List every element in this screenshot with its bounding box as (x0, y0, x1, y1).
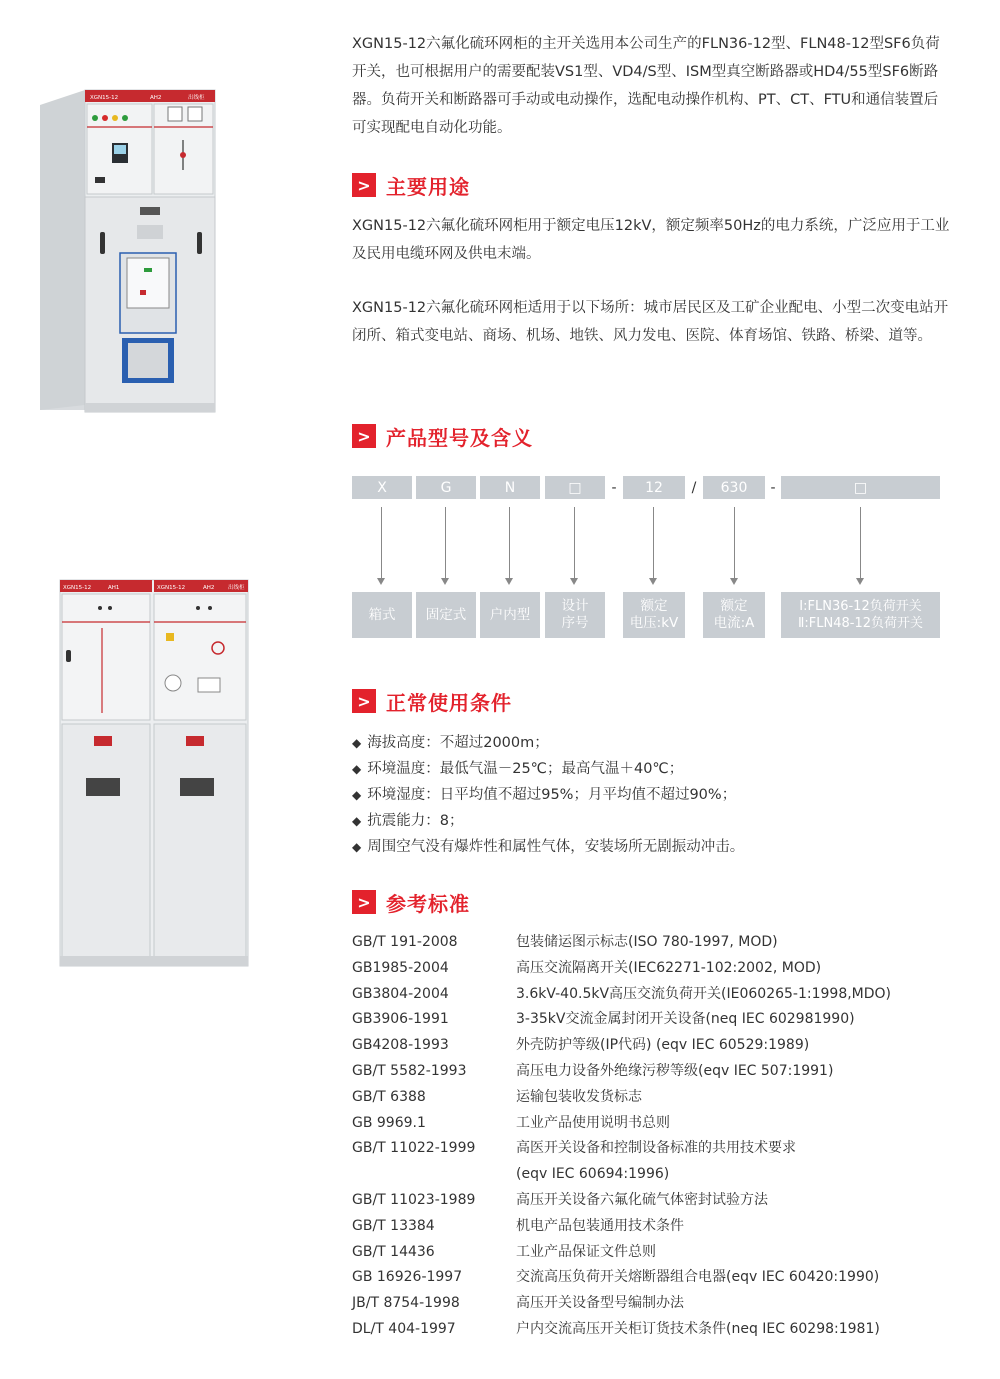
usage-paragraph-2: XGN15-12六氟化硫环网柜适用于以下场所：城市居民区及工矿企业配电、小型二次变电站开闭所、箱式变电站、商场、机场、地铁、风力发电、医院、体育场馆、铁路、桥梁、道等。 (352, 300, 949, 344)
arrow-down-icon (649, 578, 657, 585)
standard-desc: 交流高压负荷开关熔断器组合电器(eqv IEC 60420:1990) (516, 1269, 880, 1286)
model-label-fixed: 固定式 (416, 592, 476, 638)
model-separator-1: - (611, 479, 617, 496)
table-row (352, 982, 952, 1008)
cabinet-illustration (40, 85, 220, 415)
list-item (352, 756, 952, 782)
table-row (352, 1162, 952, 1188)
table-row (352, 1265, 952, 1291)
section-title-model (352, 423, 533, 449)
model-label-box-type: 箱式 (352, 592, 412, 638)
section-title-usage (352, 172, 470, 198)
table-row (352, 1291, 952, 1317)
arrow-down-icon (730, 578, 738, 585)
section-title-standards (352, 889, 470, 915)
standard-code: GB 16926-1997 (352, 1269, 463, 1286)
standard-code (352, 1162, 516, 1188)
model-box-switch-type: □ (781, 476, 940, 499)
standard-code: GB/T 191-2008 (352, 934, 458, 950)
list-item (352, 730, 952, 756)
table-row (352, 956, 952, 982)
condition-text: 抗震能力：8； (367, 813, 464, 829)
model-label-switch-type: Ⅰ:FLN36-12负荷开关 Ⅱ:FLN48-12负荷开关 (781, 592, 940, 638)
chevron-right-icon: > (352, 424, 376, 448)
diamond-bullet-icon: ◆ (352, 814, 362, 828)
standard-code: GB1985-2004 (352, 959, 449, 976)
condition-text: 环境温度：最低气温－25℃；最高气温＋40℃； (367, 761, 684, 777)
cabinet1-label-left: XGN15-12 (90, 95, 119, 101)
arrow-line-5 (653, 507, 654, 579)
standard-code: GB/T 13384 (352, 1217, 435, 1234)
model-box-x: X (352, 476, 412, 499)
condition-text: 周围空气没有爆炸性和属性气体，安装场所无剧振动冲击。 (367, 839, 745, 855)
standard-desc: 高压开关设备六氟化硫气体密封试验方法 (516, 1191, 768, 1208)
standard-desc: 运输包装收发货标志 (516, 1088, 642, 1105)
arrow-line-3 (509, 507, 510, 579)
standard-desc: 高压电力设备外绝缘污秽等级(eqv IEC 507:1991) (516, 1062, 834, 1079)
usage-paragraph-1: XGN15-12六氟化硫环网柜用于额定电压12kV，额定频率50Hz的电力系统，广泛应用于工业及民用电缆环网及供电末端。 (352, 218, 950, 262)
cabinet-double-illustration (58, 578, 250, 970)
standard-desc: (eqv IEC 60694:1996) (516, 1166, 670, 1183)
model-box-n: N (480, 476, 540, 499)
chevron-right-icon: > (352, 173, 376, 197)
arrow-line-7 (860, 507, 861, 579)
arrow-line-4 (574, 507, 575, 579)
arrow-down-icon (377, 578, 385, 585)
standard-desc: 机电产品包装通用技术条件 (516, 1217, 684, 1234)
table-row (352, 1188, 952, 1214)
condition-text: 海拔高度：不超过2000m； (367, 735, 549, 751)
cabinet2-left-label-a: XGN15-12 (63, 585, 92, 591)
standard-desc: 户内交流高压开关柜订货技术条件(neq IEC 60298:1981) (516, 1320, 880, 1337)
standards-table (352, 930, 952, 1343)
arrow-line-1 (381, 507, 382, 579)
list-item (352, 782, 952, 808)
conditions-list (352, 730, 952, 860)
standard-desc: 3-35kV交流金属封闭开关设备(neq IEC 602981990) (516, 1011, 855, 1028)
diamond-bullet-icon: ◆ (352, 762, 362, 776)
standard-desc: 高医开关设备和控制设备标准的共用技术要求 (516, 1140, 796, 1157)
standard-desc: 高压开关设备型号编制办法 (516, 1295, 684, 1312)
table-row (352, 1111, 952, 1137)
diamond-bullet-icon: ◆ (352, 788, 362, 802)
model-label-voltage: 额定 电压:kV (623, 592, 685, 638)
standard-code: GB3906-1991 (352, 1011, 449, 1028)
standard-code: JB/T 8754-1998 (352, 1295, 460, 1312)
model-box-g: G (416, 476, 476, 499)
table-row (352, 1085, 952, 1111)
standard-code: DL/T 404-1997 (352, 1320, 456, 1337)
arrow-line-6 (734, 507, 735, 579)
table-row (352, 1317, 952, 1343)
arrow-line-2 (445, 507, 446, 579)
standard-desc: 工业产品保证文件总则 (516, 1243, 656, 1260)
list-item (352, 808, 952, 834)
model-box-voltage: 12 (623, 476, 685, 499)
cabinet1-label-right: 出线柜 (188, 95, 205, 101)
standard-code: GB/T 14436 (352, 1243, 435, 1260)
standard-code: GB4208-1993 (352, 1037, 449, 1054)
standard-code: GB3804-2004 (352, 985, 449, 1002)
table-row (352, 1136, 952, 1162)
diamond-bullet-icon: ◆ (352, 736, 362, 750)
model-box-current: 630 (703, 476, 765, 499)
table-row (352, 1033, 952, 1059)
table-row (352, 1059, 952, 1085)
model-label-indoor: 户内型 (480, 592, 540, 638)
model-code-row (352, 476, 942, 500)
product-image-cabinet-single (40, 85, 220, 415)
diamond-bullet-icon: ◆ (352, 840, 362, 854)
standard-desc: 外壳防护等级(IP代码) (eqv IEC 60529:1989) (516, 1037, 810, 1054)
model-box-design-no: □ (545, 476, 605, 499)
table-row (352, 1007, 952, 1033)
model-label-current: 额定 电流:A (703, 592, 765, 638)
intro-paragraph: XGN15-12六氟化硫环网柜的主开关选用本公司生产的FLN36-12型、FLN48-12型SF6负荷开关，也可根据用户的需要配装VS1型、VD4/S型、ISM型真空断路器或HD4/55型SF6断路器。负荷开关和断路器可手动或电动操作，选配电动操作机构、PT、CT、FTU和通信装置后可实现配电自动化功能。 (352, 36, 940, 136)
section-title-usage-text: 主要用途 (386, 174, 470, 199)
table-row (352, 1214, 952, 1240)
table-row (352, 1240, 952, 1266)
list-item (352, 834, 952, 860)
section-title-standards-text: 参考标准 (386, 891, 470, 916)
chevron-right-icon: > (352, 890, 376, 914)
section-title-model-text: 产品型号及含义 (386, 425, 533, 450)
standard-desc: 包装储运图示标志(ISO 780-1997, MOD) (516, 934, 778, 950)
arrow-down-icon (441, 578, 449, 585)
product-image-cabinet-double (58, 578, 250, 970)
standard-desc: 工业产品使用说明书总则 (516, 1114, 670, 1131)
model-label-design-no: 设计 序号 (545, 592, 605, 638)
model-separator-2: / (691, 479, 697, 496)
section-title-conditions (352, 688, 512, 714)
arrow-down-icon (570, 578, 578, 585)
cabinet2-left-label-b: AH1 (108, 585, 120, 591)
table-row (352, 930, 952, 956)
cabinet2-right-label-b: AH2 (203, 585, 215, 591)
condition-text: 环境湿度：日平均值不超过95%；月平均值不超过90%； (367, 787, 737, 803)
standard-code: GB/T 5582-1993 (352, 1062, 467, 1079)
chevron-right-icon: > (352, 689, 376, 713)
model-separator-3: - (770, 479, 776, 496)
standard-code: GB/T 11022-1999 (352, 1140, 476, 1157)
standard-code: GB/T 11023-1989 (352, 1191, 476, 1208)
section-title-conditions-text: 正常使用条件 (386, 690, 512, 715)
standard-code: GB 9969.1 (352, 1114, 426, 1131)
cabinet2-right-label-a: XGN15-12 (157, 585, 186, 591)
standard-code: GB/T 6388 (352, 1088, 426, 1105)
cabinet2-right-label-c: 出线柜 (228, 585, 245, 591)
standard-desc: 高压交流隔离开关(IEC62271-102:2002, MOD) (516, 959, 822, 976)
arrow-down-icon (856, 578, 864, 585)
arrow-down-icon (505, 578, 513, 585)
cabinet1-label-mid: AH2 (150, 95, 162, 101)
standard-desc: 3.6kV-40.5kV高压交流负荷开关(IE060265-1:1998,MDO) (516, 985, 892, 1002)
